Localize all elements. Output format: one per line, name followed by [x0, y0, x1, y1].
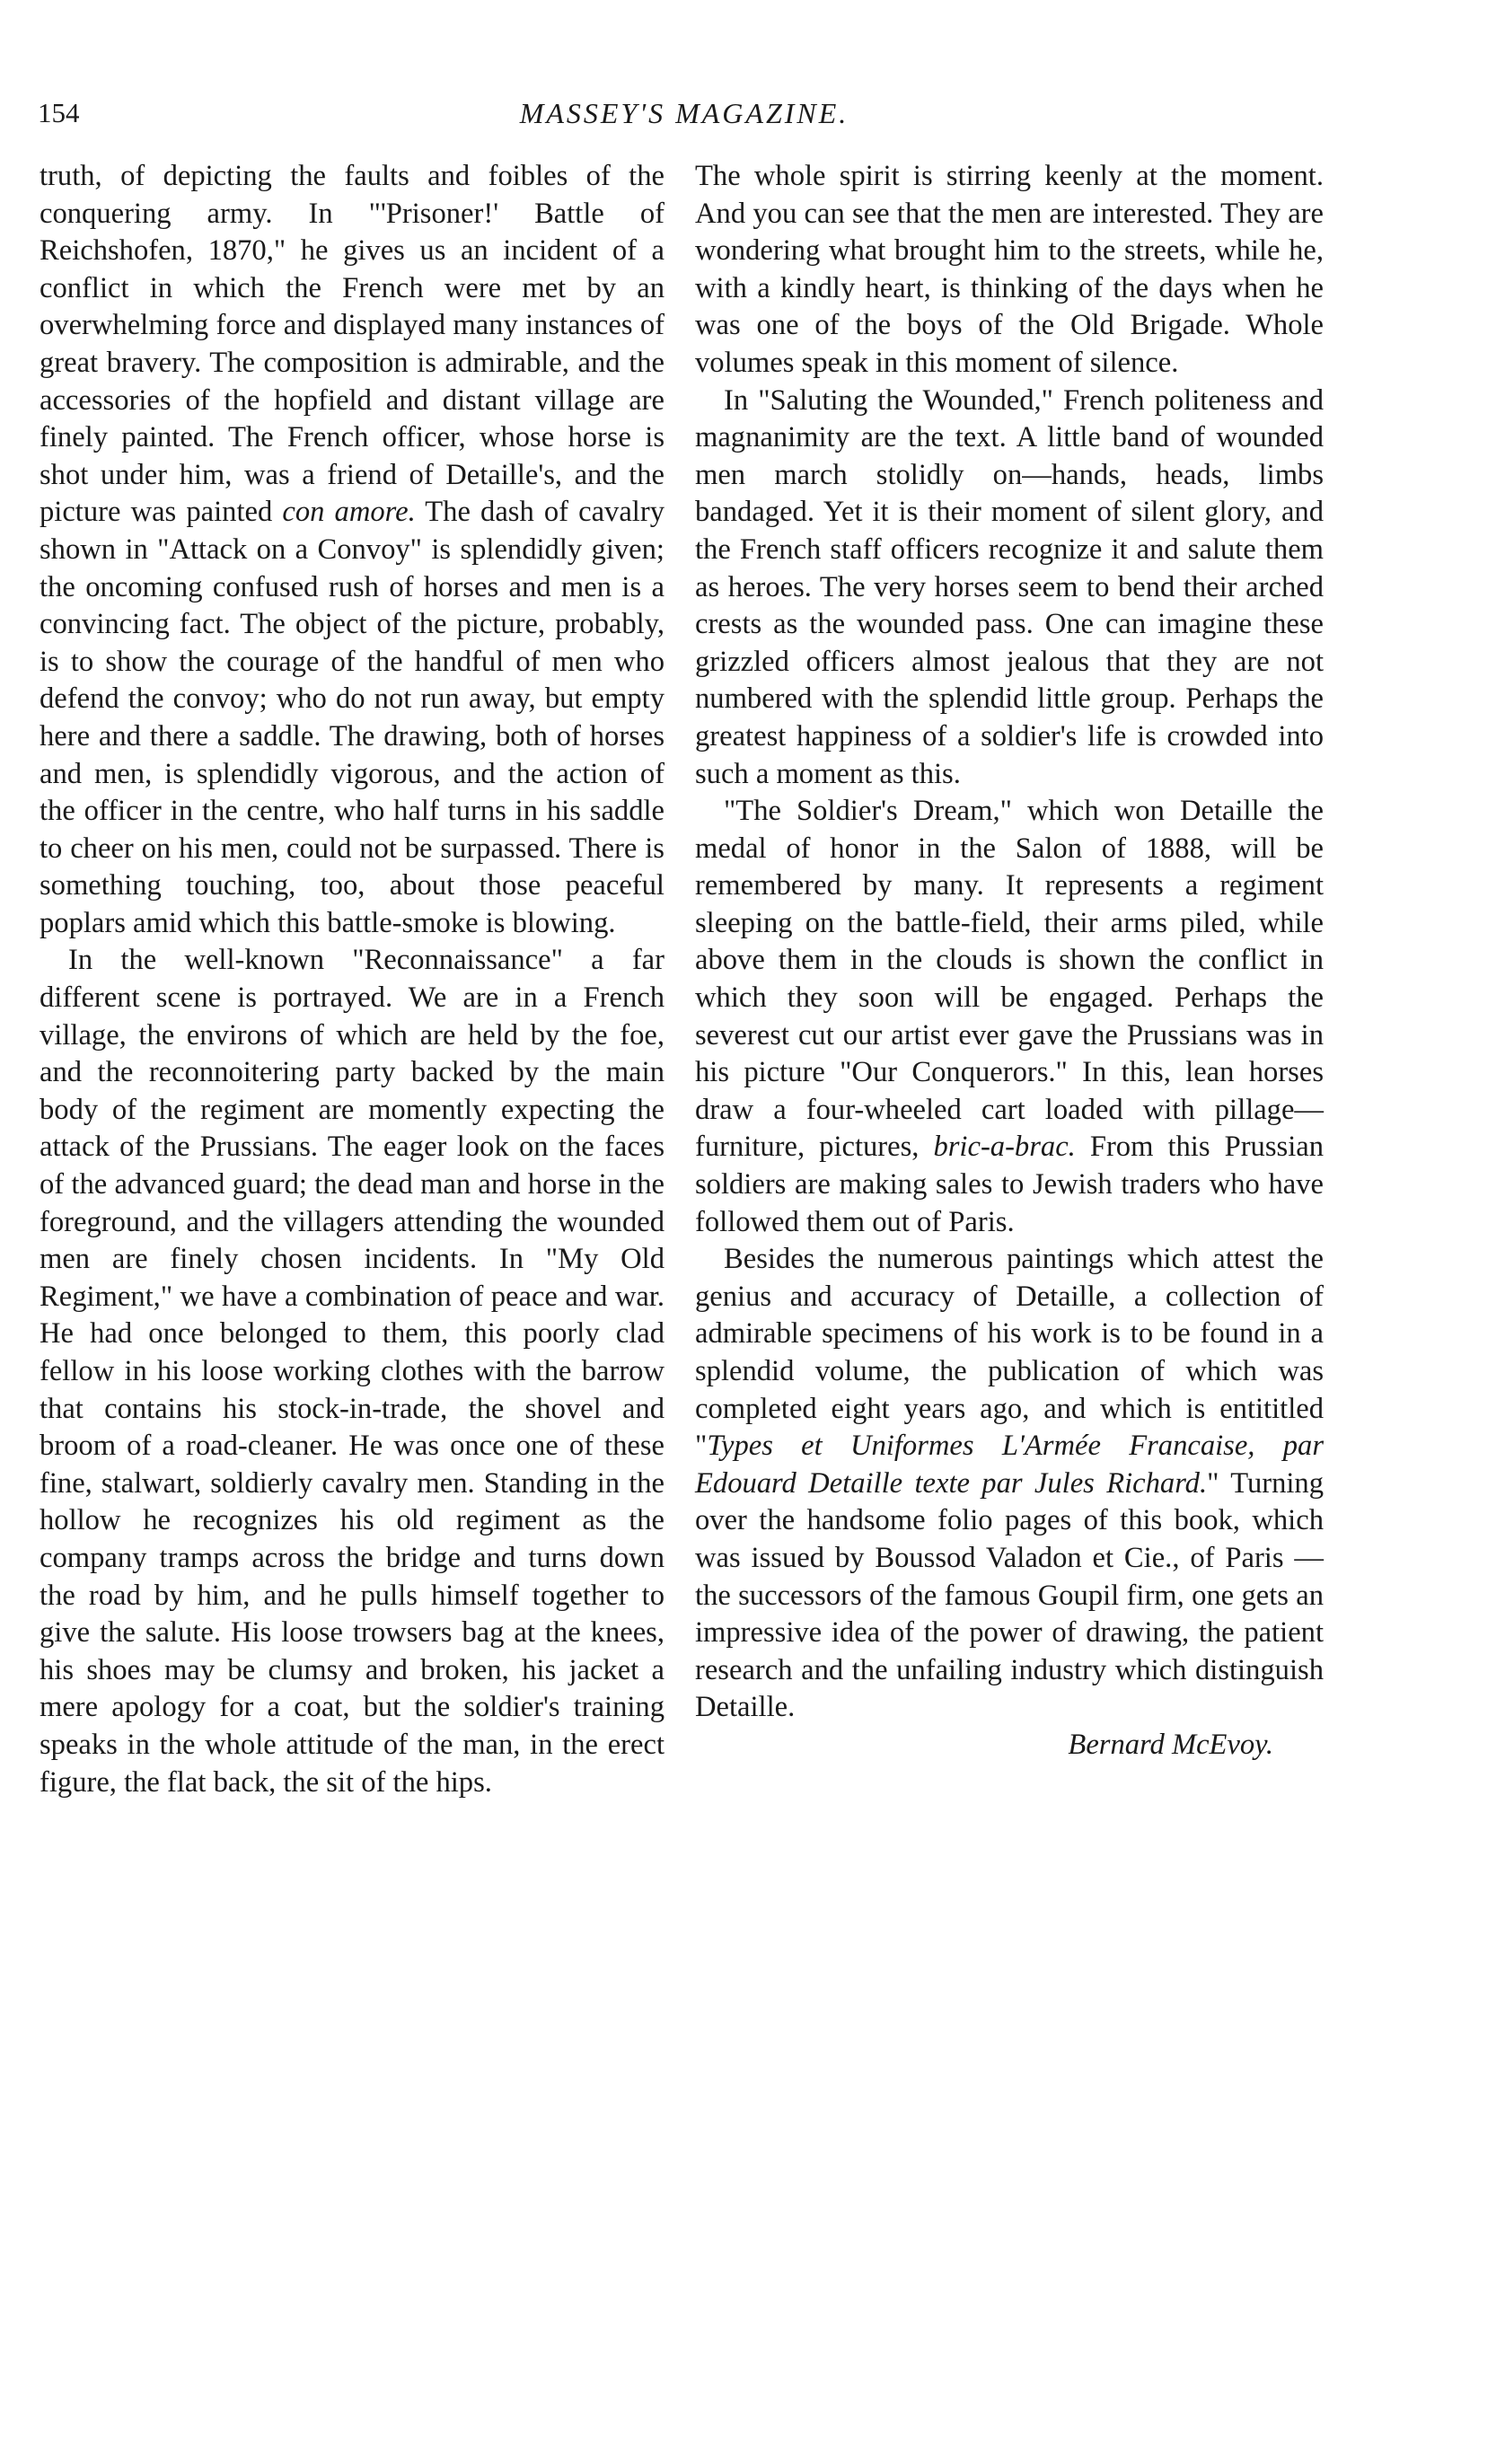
paragraph-text: From this Prussian soldiers are making sales to Jewish traders who have followed them out of Paris. — [695, 1131, 1324, 1238]
paragraph: The whole spirit is stirring keenly at the moment. And you can see that the men are interested. They are wondering what brought him to the streets, while he, with a kindly heart, is thinking of the days when he was one of the boys of the Old Brigade. Whole volumes speak in this moment of silence. — [695, 160, 1324, 379]
italic-phrase: con amore. — [282, 496, 416, 529]
paragraph-text: Besides the numerous paintings which attest the genius and accuracy of Detaille, a collection of admirable specimens of his work is to be found in a splendid volume, the publication of which was completed eight years ago, and which is entititled " — [695, 1243, 1324, 1463]
paragraph — [695, 1241, 1324, 1727]
running-title: MASSEY'S MAGAZINE. — [519, 97, 849, 129]
italic-phrase: bric-a-brac. — [933, 1131, 1076, 1164]
left-column — [40, 158, 664, 1801]
page-number: 154 — [38, 97, 80, 128]
page-header — [38, 97, 1331, 138]
paragraph-text: " Turning over the handsome folio pages of this book, which was issued by Boussod Valadon et Cie., of Paris — the successors of the famous Goupil firm, one gets an impressive idea of the power of drawing, the patient research and the unfailing industry which distinguish Detaille. — [695, 1466, 1325, 1724]
author-signature: Bernard McEvoy. — [1068, 1728, 1273, 1761]
paragraph-text: The dash of cavalry shown in "Attack on a Convoy" is splendidly given; the oncoming confused rush of horses and men is a convincing fact. The object of the picture, probably, is to show the courage of the handful of men who defend the convoy; who do not run away, but empty here and there a saddle. The drawing, both of horses and men, is splendidly vigorous, and the action of the officer in the centre, who half turns in his saddle to cheer on his men, could not be surpassed. There is something touching, too, about those peaceful poplars amid which this battle-smoke is blowing. — [40, 496, 664, 939]
paragraph-text: truth, of depicting the faults and foibles of the conquering army. In "'Prisoner!' Battle of Reichshofen, 1870," he gives us an incident of a conflict in which the French were met by an overwhelming force and displayed many instances of great bravery. The composition is admirable, and the accessories of the hopfield and distant village are finely painted. The French officer, whose horse is shot under him, was a friend of Detaille's, and the picture was painted — [40, 160, 664, 529]
paragraph — [695, 793, 1324, 1241]
paragraph — [40, 158, 664, 942]
paragraph-text: "The Soldier's Dream," which won Detaille the medal of honor in the Salon of 1888, will be remembered by many. It represents a regiment sleeping on the battle-field, their arms piled, while above them in the clouds is shown the conflict in which they soon will be engaged. Perhaps the severest cut our artist ever gave the Prussians was in his picture "Our Conquerors." In this, lean horses draw a four-wheeled cart loaded with pillage—furniture, pictures, — [695, 795, 1324, 1164]
paragraph: In the well-known "Reconnaissance" a far different scene is portrayed. We are in a French village, the environs of which are held by the foe, and the reconnoitering party backed by the main body of the regiment are momently expecting the attack of the Prussians. The eager look on the faces of the advanced guard; the dead man and horse in the foreground, and the villagers attending the wounded men are finely chosen incidents. In "My Old Regiment," we have a combination of peace and war. He had once belonged to them, this poorly clad fellow in his loose working clothes with the barrow that contains his stock-in-trade, the shovel and broom of a road-cleaner. He was once one of these fine, stalwart, soldierly cavalry men. Standing in the hollow he recognizes his old regiment as the company tramps across the bridge and turns down the road by him, and he pulls himself together to give the salute. His loose trowsers bag at the knees, his shoes may be clumsy and broken, his jacket a mere apology for a coat, but the soldier's training speaks in the whole attitude of the man, in the erect figure, the flat back, the sit of the hips. — [40, 944, 664, 1799]
italic-book-title: Types et Uniformes L'Armée Francaise, par Edouard Detaille texte par Jules Richard. — [695, 1430, 1324, 1500]
paragraph: In "Saluting the Wounded," French politeness and magnanimity are the text. A little band of wounded men march stolidly on—hands, heads, limbs bandaged. Yet it is their moment of silent glory, and the French staff officers recognize it and salute them as heroes. The very horses seem to bend their arched crests as the wounded pass. One can imagine these grizzled officers almost jealous that they are not numbered with the splendid little group. Perhaps the greatest happiness of a soldier's life is crowded into such a moment as this. — [695, 383, 1324, 790]
right-column — [695, 158, 1324, 1764]
